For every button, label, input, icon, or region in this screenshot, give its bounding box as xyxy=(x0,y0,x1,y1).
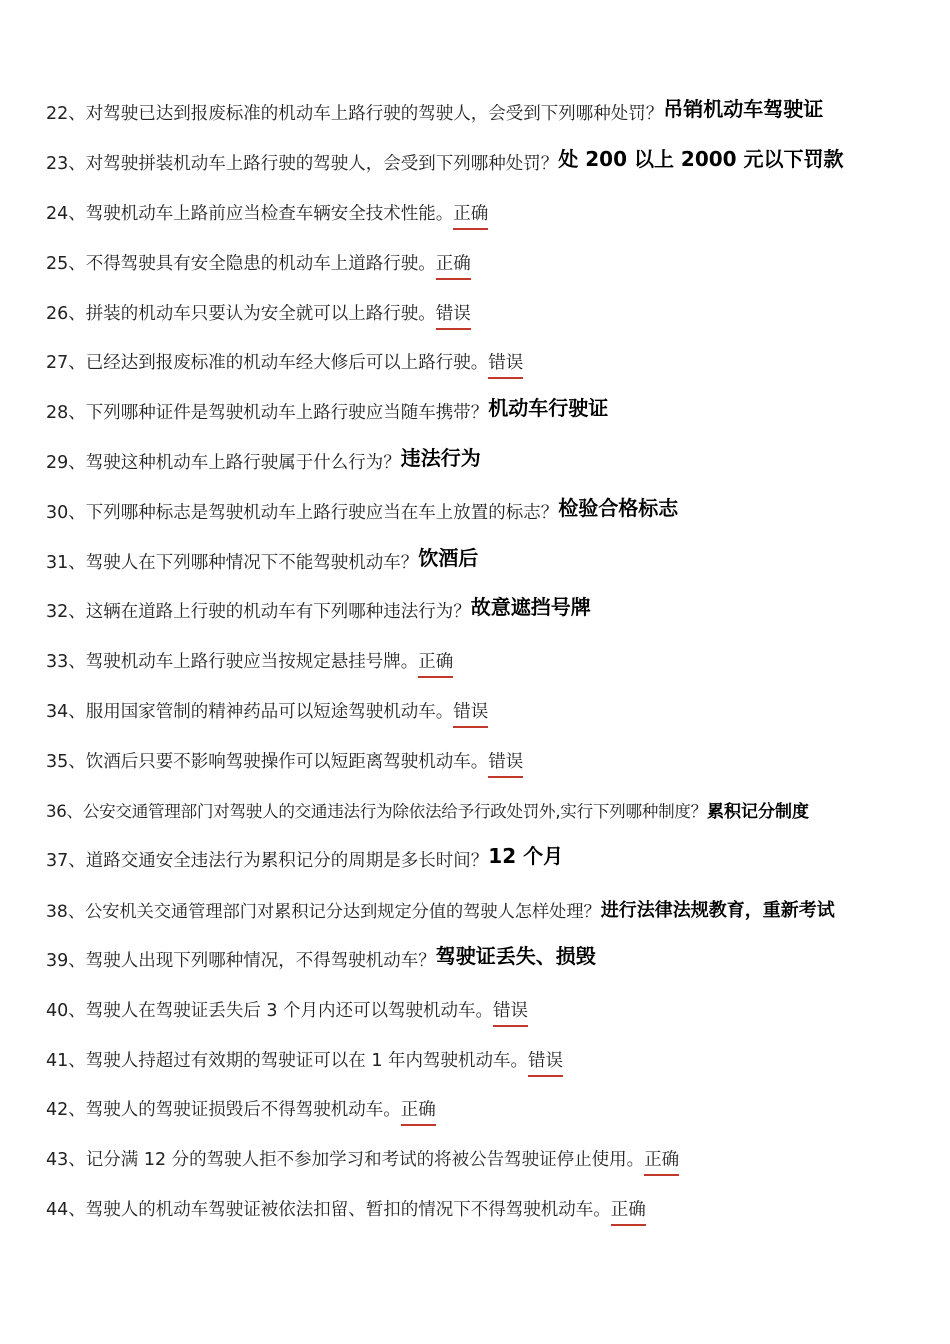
question-list xyxy=(46,88,936,1233)
question-text: 下列哪种标志是驾驶机动车上路行驶应当在车上放置的标志？ xyxy=(85,502,559,523)
question-number: 31、 xyxy=(46,552,86,573)
question-text: 公安机关交通管理部门对累积记分达到规定分值的驾驶人怎样处理？ xyxy=(85,902,601,923)
question-row xyxy=(46,188,936,238)
answer-underlined: 错误 xyxy=(453,698,488,728)
question-row xyxy=(46,1184,936,1234)
question-text: 对驾驶拼装机动车上路行驶的驾驶人，会受到下列哪种处罚？ xyxy=(85,154,559,175)
question-number: 33、 xyxy=(46,652,86,673)
question-text: 驾驶人持超过有效期的驾驶证可以在 1 年内驾驶机动车。 xyxy=(85,1050,529,1071)
answer-bold: 累积记分制度 xyxy=(706,801,809,822)
question-row xyxy=(46,437,936,487)
question-number: 25、 xyxy=(46,253,86,274)
answer-bold: 12 个月 xyxy=(488,844,564,869)
answer-underlined: 错误 xyxy=(488,349,523,379)
question-text: 驾驶人的驾驶证损毁后不得驾驶机动车。 xyxy=(85,1100,401,1121)
question-row xyxy=(46,586,936,636)
answer-bold: 处 200 以上 2000 元以下罚款 xyxy=(558,147,844,172)
question-number: 38、 xyxy=(46,902,86,923)
question-number: 41、 xyxy=(46,1050,86,1071)
question-number: 40、 xyxy=(46,1000,86,1021)
question-text: 驾驶人在驾驶证丢失后 3 个月内还可以驾驶机动车。 xyxy=(85,1000,494,1021)
question-row xyxy=(46,287,936,337)
question-row xyxy=(46,636,936,686)
question-text: 这辆在道路上行驶的机动车有下列哪种违法行为？ xyxy=(85,602,471,623)
question-text: 服用国家管制的精神药品可以短途驾驶机动车。 xyxy=(85,701,454,722)
question-number: 28、 xyxy=(46,403,86,424)
answer-bold: 机动车行驶证 xyxy=(488,396,609,421)
question-row xyxy=(46,88,936,138)
question-number: 24、 xyxy=(46,203,86,224)
question-number: 29、 xyxy=(46,452,86,473)
question-text: 驾驶人的机动车驾驶证被依法扣留、暂扣的情况下不得驾驶机动车。 xyxy=(85,1199,611,1220)
question-text: 驾驶人出现下列哪种情况，不得驾驶机动车？ xyxy=(85,950,436,971)
question-row xyxy=(46,935,936,985)
question-number: 23、 xyxy=(46,154,86,175)
question-text: 拼装的机动车只要认为安全就可以上路行驶。 xyxy=(85,303,436,324)
question-row xyxy=(46,138,936,188)
question-row xyxy=(46,387,936,437)
question-text: 饮酒后只要不影响驾驶操作可以短距离驾驶机动车。 xyxy=(85,751,489,772)
question-number: 26、 xyxy=(46,303,86,324)
answer-bold: 驾驶证丢失、损毁 xyxy=(435,943,596,968)
question-row xyxy=(46,835,936,885)
question-row xyxy=(46,1034,936,1084)
answer-underlined: 正确 xyxy=(436,250,471,280)
question-text: 记分满 12 分的驾驶人拒不参加学习和考试的将被公告驾驶证停止使用。 xyxy=(85,1150,645,1171)
question-number: 36、 xyxy=(46,802,83,822)
question-number: 43、 xyxy=(46,1150,86,1171)
question-row xyxy=(46,486,936,536)
question-row xyxy=(46,1134,936,1184)
answer-bold: 进行法律法规教育，重新考试 xyxy=(600,899,835,921)
question-row xyxy=(46,237,936,287)
answer-bold: 检验合格标志 xyxy=(558,495,679,520)
question-number: 30、 xyxy=(46,502,86,523)
question-row xyxy=(46,984,936,1034)
answer-underlined: 正确 xyxy=(401,1096,436,1126)
question-row xyxy=(46,1084,936,1134)
question-row xyxy=(46,686,936,736)
answer-underlined: 正确 xyxy=(644,1146,679,1176)
question-text: 驾驶人在下列哪种情况下不能驾驶机动车？ xyxy=(85,552,419,573)
answer-underlined: 错误 xyxy=(493,997,528,1027)
answer-underlined: 错误 xyxy=(488,748,523,778)
answer-underlined: 正确 xyxy=(418,648,453,678)
question-number: 35、 xyxy=(46,751,86,772)
question-number: 22、 xyxy=(46,104,86,125)
question-text: 下列哪种证件是驾驶机动车上路行驶应当随车携带？ xyxy=(85,403,489,424)
answer-underlined: 错误 xyxy=(528,1047,563,1077)
question-text: 对驾驶已达到报废标准的机动车上路行驶的驾驶人，会受到下列哪种处罚？ xyxy=(85,104,664,125)
question-text: 道路交通安全违法行为累积记分的周期是多长时间？ xyxy=(85,851,489,872)
question-row xyxy=(46,785,936,835)
question-number: 44、 xyxy=(46,1199,86,1220)
question-text: 驾驶这种机动车上路行驶属于什么行为？ xyxy=(85,452,401,473)
question-text: 不得驾驶具有安全隐患的机动车上道路行驶。 xyxy=(85,253,436,274)
question-number: 42、 xyxy=(46,1100,86,1121)
question-text: 驾驶机动车上路前应当检查车辆安全技术性能。 xyxy=(85,203,454,224)
question-number: 37、 xyxy=(46,851,86,872)
answer-bold: 故意遮挡号牌 xyxy=(470,595,591,620)
question-number: 32、 xyxy=(46,602,86,623)
answer-bold: 饮酒后 xyxy=(418,545,479,570)
question-number: 34、 xyxy=(46,701,86,722)
question-row xyxy=(46,885,936,935)
question-text: 公安交通管理部门对驾驶人的交通违法行为除依法给予行政处罚外,实行下列哪种制度？ xyxy=(82,802,707,822)
question-row xyxy=(46,337,936,387)
answer-underlined: 错误 xyxy=(436,300,471,330)
question-number: 39、 xyxy=(46,950,86,971)
answer-bold: 吊销机动车驾驶证 xyxy=(663,97,824,122)
answer-underlined: 正确 xyxy=(453,200,488,230)
answer-underlined: 正确 xyxy=(611,1196,646,1226)
question-number: 27、 xyxy=(46,353,86,374)
answer-bold: 违法行为 xyxy=(400,445,481,470)
question-row xyxy=(46,735,936,785)
question-text: 已经达到报废标准的机动车经大修后可以上路行驶。 xyxy=(85,353,489,374)
question-text: 驾驶机动车上路行驶应当按规定悬挂号牌。 xyxy=(85,652,419,673)
question-row xyxy=(46,536,936,586)
